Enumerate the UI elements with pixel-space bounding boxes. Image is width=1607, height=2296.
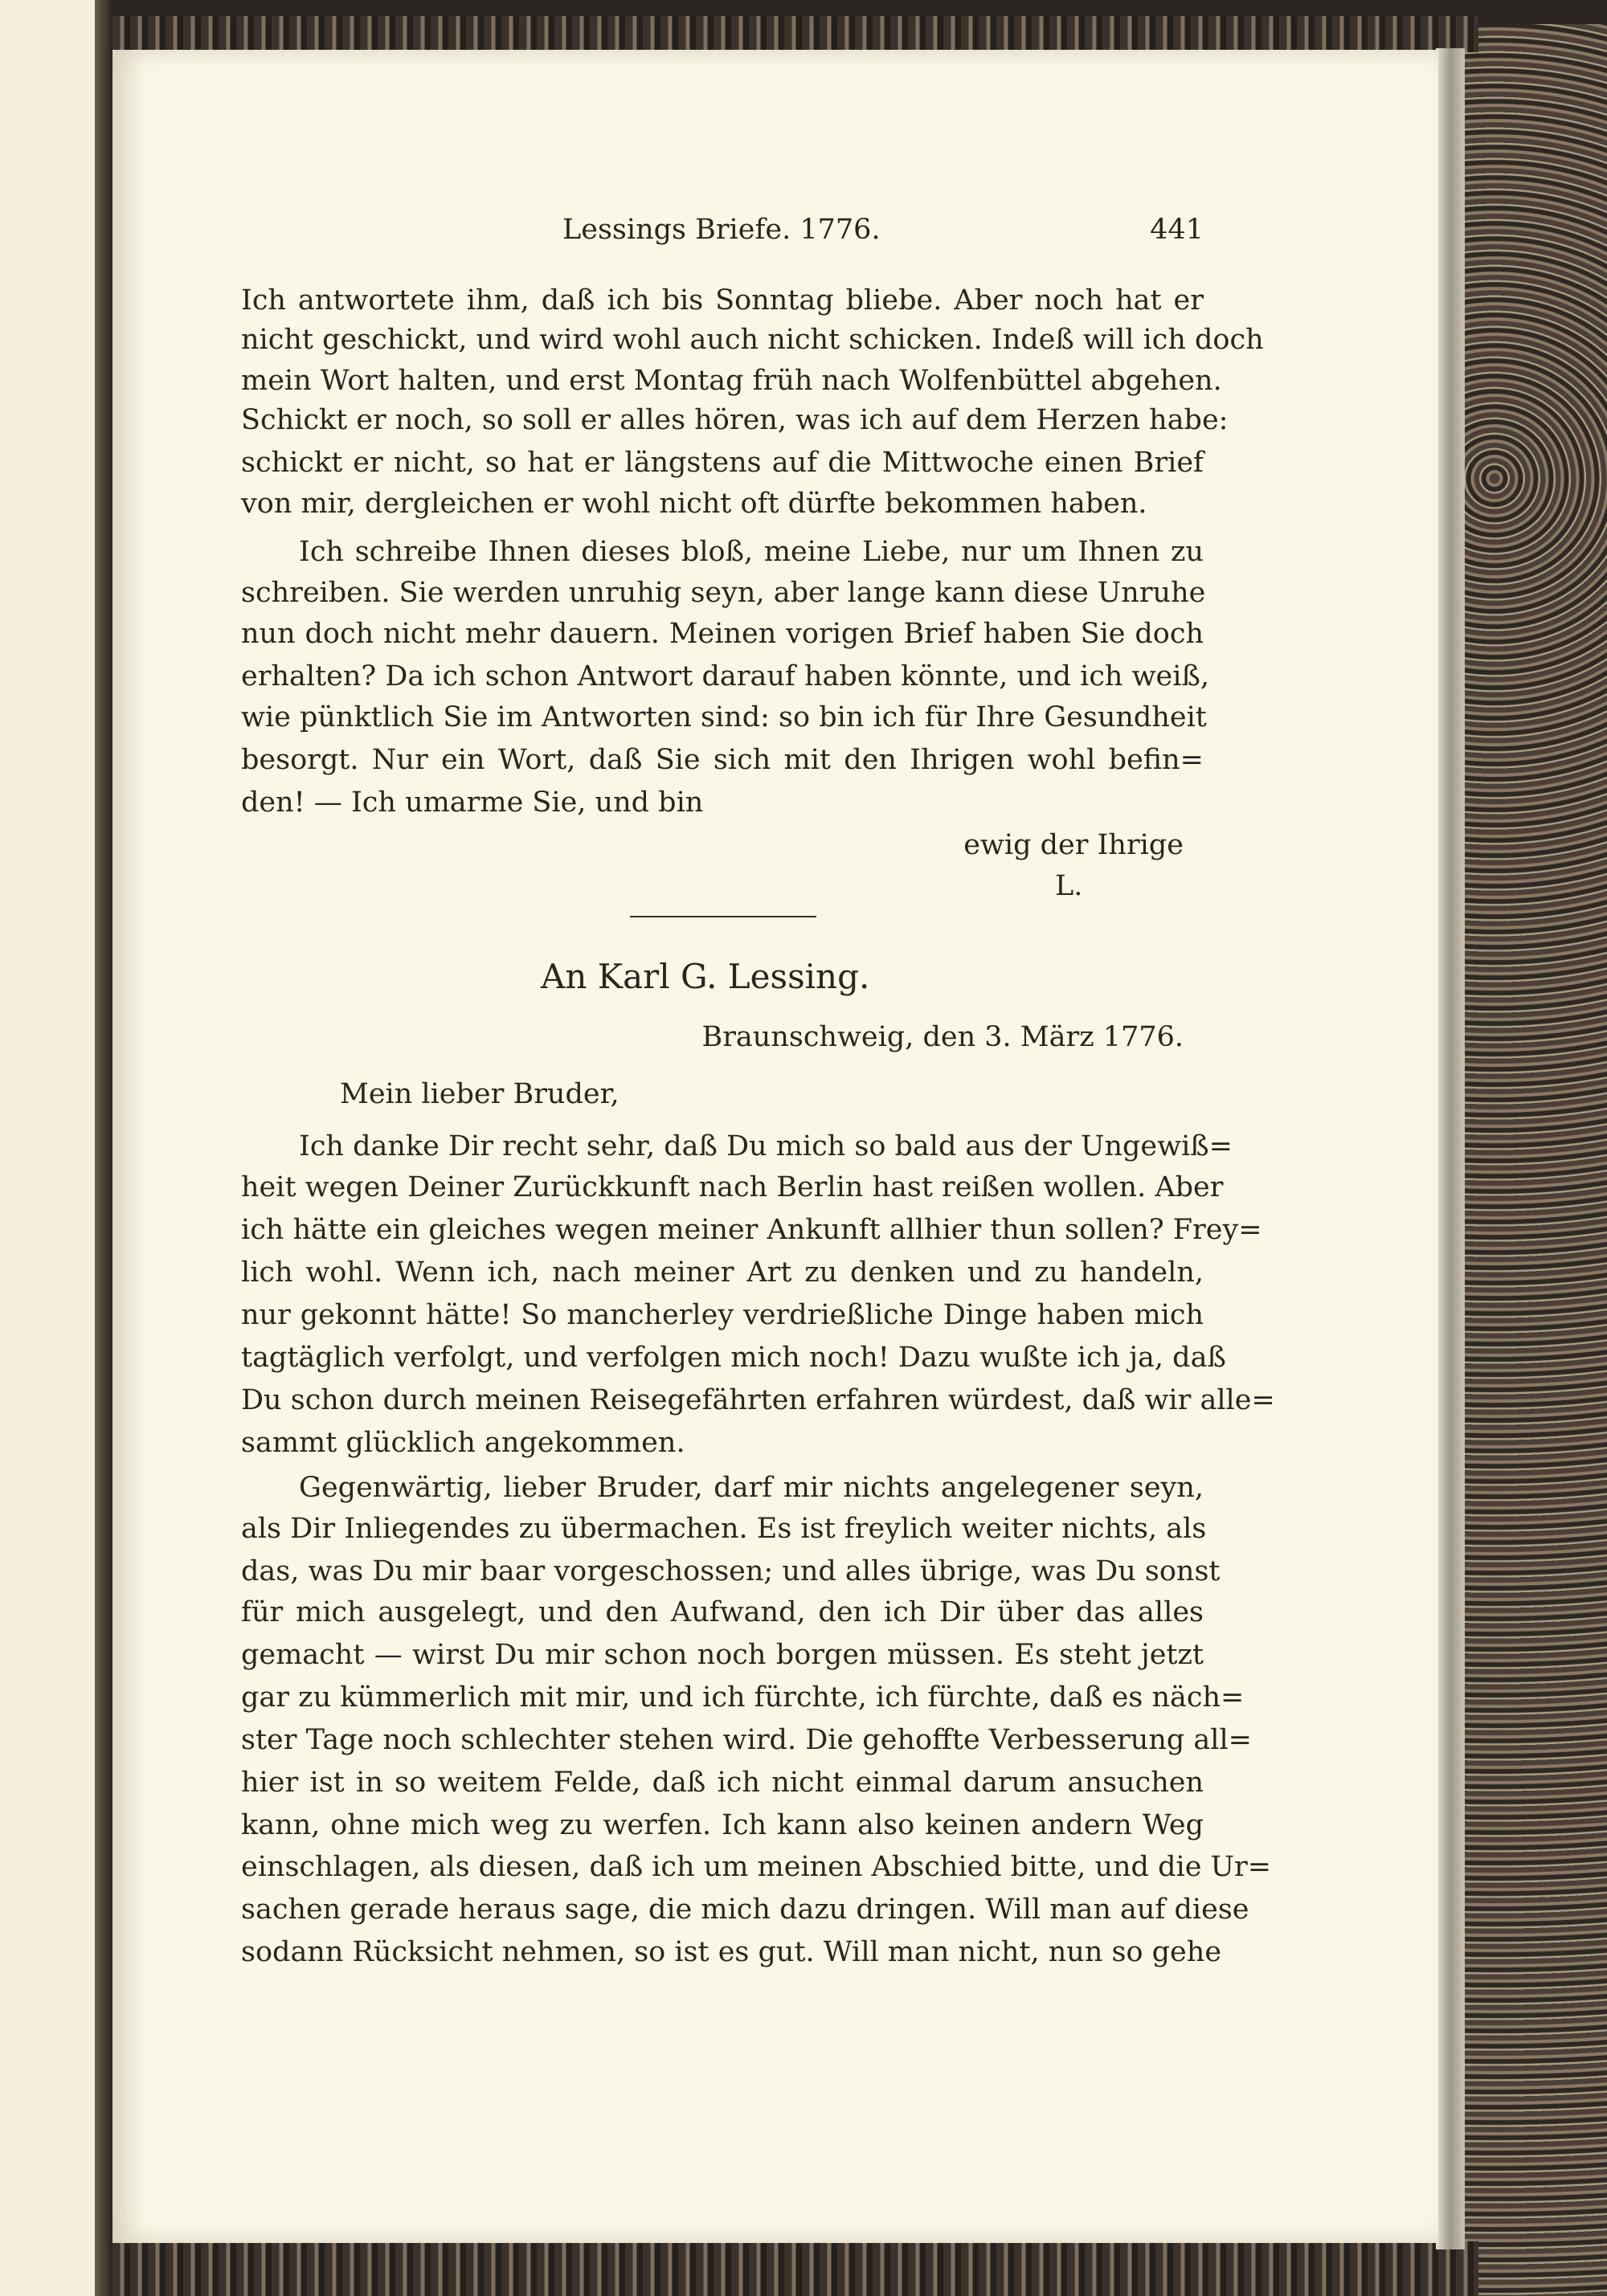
text-line: heit wegen Deiner Zurückkunft nach Berlin hast reißen wollen. Aber (241, 1171, 1224, 1203)
page-edge-top (112, 16, 1478, 52)
text-line: lich wohl. Wenn ich, nach meiner Art zu denken und zu handeln, (241, 1256, 1204, 1289)
text-line: mein Wort halten, und erst Montag früh nach Wolfenbüttel abgehen. (241, 365, 1222, 397)
text-line: Schickt er noch, so soll er alles hören, was ich auf dem Herzen habe: (241, 404, 1229, 436)
text-line: von mir, dergleichen er wohl nicht oft dürfte bekommen haben. (241, 488, 1147, 520)
text-line: gemacht — wirst Du mir schon noch borgen müssen. Es steht jetzt (241, 1639, 1204, 1671)
text-line: hier ist in so weitem Felde, daß ich nicht einmal darum ansuchen (241, 1767, 1204, 1799)
text-line: sammt glücklich angekommen. (241, 1427, 685, 1459)
text-line: besorgt. Nur ein Wort, daß Sie sich mit den Ihrigen wohl befin= (241, 744, 1204, 776)
text-line: als Dir Inliegendes zu übermachen. Es ist freylich weiter nichts, als (241, 1513, 1207, 1545)
text-line: für mich ausgelegt, und den Aufwand, den ich Dir über das alles (241, 1596, 1204, 1628)
page-edge-bottom (112, 2241, 1478, 2296)
text-line: das, was Du mir baar vorgeschossen; und alles übrige, was Du sonst (241, 1555, 1221, 1587)
page-number: 441 (1150, 214, 1204, 246)
text-line: Ich antwortete ihm, daß ich bis Sonntag bliebe. Aber noch hat er (241, 284, 1204, 317)
text-line: nicht geschickt, und wird wohl auch nicht schicken. Indeß will ich doch (241, 324, 1264, 356)
text-line: nun doch nicht mehr dauern. Meinen vorigen Brief haben Sie doch (241, 618, 1204, 650)
letter-heading: An Karl G. Lessing. (541, 957, 870, 996)
book-gutter (95, 0, 112, 2296)
page-stack-edge (1436, 48, 1465, 2249)
text-line: ich hätte ein gleiches wegen meiner Ankunft allhier thun sollen? Frey= (241, 1214, 1262, 1246)
salutation: Mein lieber Bruder, (340, 1078, 619, 1110)
dateline: Braunschweig, den 3. März 1776. (701, 1021, 1184, 1053)
text-line: ster Tage noch schlechter stehen wird. Die gehoffte Verbesserung all= (241, 1724, 1252, 1756)
closing: ewig der Ihrige (963, 829, 1184, 861)
text-line: Ich danke Dir recht sehr, daß Du mich so bald aus der Ungewiß= (299, 1130, 1233, 1162)
text-line: kann, ohne mich weg zu werfen. Ich kann also keinen andern Weg (241, 1809, 1204, 1841)
text-line: wie pünktlich Sie im Antworten sind: so bin ich für Ihre Gesundheit (241, 701, 1207, 733)
text-line: schreiben. Sie werden unruhig seyn, aber lange kann diese Unruhe (241, 577, 1206, 609)
text-line: sachen gerade heraus sage, die mich dazu dringen. Will man auf diese (241, 1894, 1249, 1926)
text-line: Gegenwärtig, lieber Bruder, darf mir nichts angelegener seyn, (299, 1472, 1204, 1504)
text-line: sodann Rücksicht nehmen, so ist es gut. Will man nicht, nun so gehe (241, 1936, 1222, 1968)
section-divider (630, 916, 816, 917)
text-line: schickt er nicht, so hat er längstens auf die Mittwoche einen Brief (241, 447, 1204, 479)
text-line: einschlagen, als diesen, daß ich um meinen Abschied bitte, und die Ur= (241, 1851, 1272, 1883)
text-line: gar zu kümmerlich mit mir, und ich fürchte, ich fürchte, daß es näch= (241, 1681, 1245, 1714)
facing-page-edge (0, 0, 95, 2296)
text-line: erhalten? Da ich schon Antwort darauf haben könnte, und ich weiß, (241, 660, 1209, 692)
running-title: Lessings Briefe. 1776. (562, 214, 881, 246)
text-line: nur gekonnt hätte! So mancherley verdrießliche Dinge haben mich (241, 1299, 1204, 1331)
text-line: Du schon durch meinen Reisegefährten erfahren würdest, daß wir alle= (241, 1384, 1275, 1416)
text-line: den! — Ich umarme Sie, und bin (241, 786, 704, 819)
marbled-cover (1446, 24, 1607, 2296)
text-line: tagtäglich verfolgt, und verfolgen mich noch! Dazu wußte ich ja, daß (241, 1342, 1226, 1374)
text-line: Ich schreibe Ihnen dieses bloß, meine Liebe, nur um Ihnen zu (299, 536, 1204, 568)
signature: L. (1055, 870, 1083, 902)
